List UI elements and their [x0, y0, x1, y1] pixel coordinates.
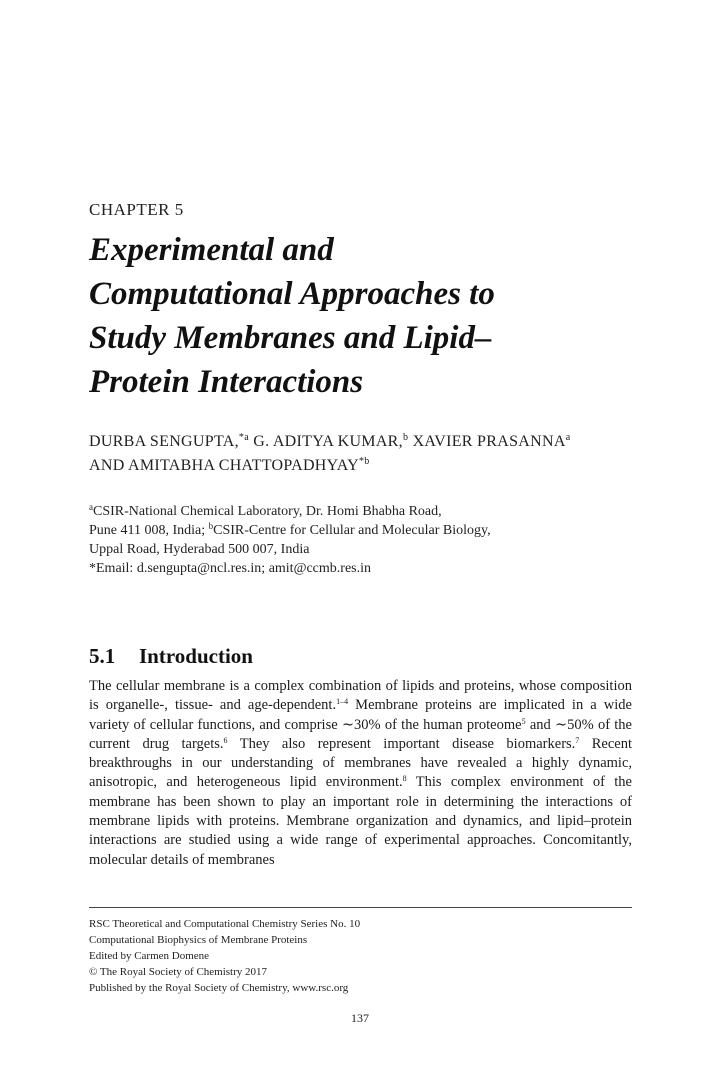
body-text-run: The cellular membrane is a complex combination of lipids and proteins, whose composition is organelle-, tissue- and age-dependent.	[89, 678, 632, 714]
citation-ref: 6	[223, 735, 228, 745]
affiliation-text: Uppal Road, Hyderabad 500 007, India	[89, 542, 310, 557]
section-title: Introduction	[139, 644, 253, 668]
author-name: DURBA SENGUPTA,	[89, 433, 239, 450]
citation-ref: 8	[402, 774, 407, 784]
author-list	[89, 430, 649, 478]
chapter-title-line: Experimental and	[89, 232, 334, 268]
body-text-run: This complex environment of the membrane has been shown to play an important role in determining the interactions of membrane lipids with proteins. Membrane organization and dynamics, and lipid–protein interactions are studied using a wide range of experimental approaches. Concomitantly, molecular details of membranes	[89, 774, 632, 868]
section-number: 5.1	[89, 644, 116, 668]
author-name: AND AMITABHA CHATTOPADHYAY	[89, 457, 359, 474]
body-text-run: Recent breakthroughs in our understanding of membranes have revealed a highly dynamic, anisotropic, and heterogeneous lipid environment.	[89, 735, 632, 791]
affiliation-mark: a	[89, 502, 93, 512]
author-affiliation-mark: a	[565, 432, 571, 443]
series-line: RSC Theoretical and Computational Chemistry Series No. 10	[89, 918, 361, 930]
author-affiliation-mark: *b	[358, 456, 370, 467]
author-name: G. ADITYA KUMAR,	[248, 433, 403, 450]
author-name: XAVIER PRASANNA	[408, 433, 566, 450]
chapter-title-line: Computational Approaches to	[89, 276, 495, 312]
section-heading	[89, 644, 253, 669]
chapter-title	[89, 228, 649, 404]
body-text-run: Membrane proteins are implicated in a wide variety of cellular functions, and comprise ∼30% of the human proteome	[89, 697, 632, 733]
chapter-title-line: Protein Interactions	[89, 364, 364, 400]
page-number: 137	[351, 1011, 369, 1025]
footer-divider	[89, 907, 632, 908]
affiliation-text: CSIR-Centre for Cellular and Molecular Biology,	[213, 523, 491, 538]
affiliation-text: CSIR-National Chemical Laboratory, Dr. Homi Bhabha Road,	[93, 504, 442, 519]
chapter-label: CHAPTER 5	[89, 200, 184, 219]
citation-ref: 7	[575, 735, 580, 745]
affiliation-mark: b	[208, 521, 214, 531]
body-text-run: They also represent important disease biomarkers.	[227, 735, 576, 752]
citation-ref: 5	[521, 716, 526, 726]
body-text-run: and ∼50% of the current drug targets.	[89, 716, 632, 752]
publication-footer	[89, 916, 632, 996]
publisher-line: Published by the Royal Society of Chemistry, www.rsc.org	[89, 982, 349, 994]
affiliations	[89, 502, 649, 578]
author-affiliation-mark: b	[402, 432, 409, 443]
editor-line: Edited by Carmen Domene	[89, 950, 210, 962]
author-affiliation-mark: *a	[238, 432, 249, 443]
intro-paragraph	[89, 677, 632, 870]
book-title-line: Computational Biophysics of Membrane Proteins	[89, 934, 308, 946]
copyright-line: © The Royal Society of Chemistry 2017	[89, 966, 268, 978]
affiliation-text: Pune 411 008, India;	[89, 523, 209, 538]
chapter-title-line: Study Membranes and Lipid–	[89, 320, 492, 356]
contact-email: *Email: d.sengupta@ncl.res.in; amit@ccmb.res.in	[89, 561, 371, 576]
citation-ref: 1–4	[336, 697, 349, 707]
